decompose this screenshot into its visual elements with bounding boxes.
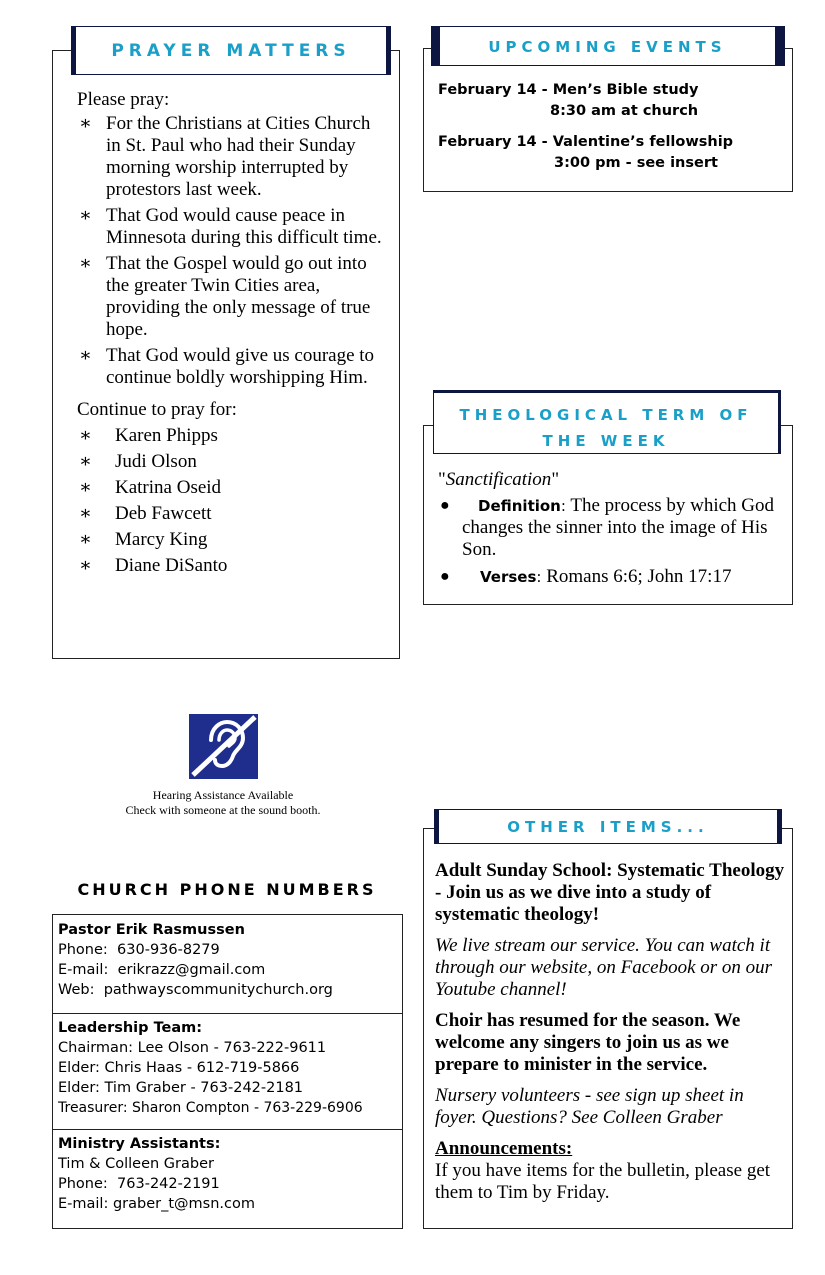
pastor-name: Pastor Erik Rasmussen xyxy=(58,922,245,938)
prayer-name: ∗ Diane DiSanto xyxy=(79,555,228,576)
hearing-assistance xyxy=(92,714,354,818)
definition-row: ● Definition: The process by which God changes the sinner into the image of His Son. xyxy=(440,495,775,560)
hearing-assistance-icon xyxy=(189,714,258,779)
upcoming-events-panel xyxy=(423,48,793,192)
announcements-text: If you have items for the bulletin, please get them to Tim by Friday. xyxy=(435,1160,771,1203)
theological-term-title: THEOLOGICAL TERM OF THE WEEK xyxy=(433,390,781,454)
ministry-heading: Ministry Assistants: xyxy=(58,1136,221,1152)
definition-label: Definition xyxy=(478,497,561,515)
announcements-heading: Announcements: xyxy=(435,1138,573,1159)
event-item: February 14 - Valentine’s fellowship 3:00 pm - see insert xyxy=(438,134,734,171)
choir-notice: Choir has resumed for the season. We welcome any singers to join us as we prepare to minister in the service. xyxy=(435,1010,741,1075)
event-item: February 14 - Men’s Bible study 8:30 am at church xyxy=(438,82,699,119)
ministry-section xyxy=(53,1130,402,1214)
prayer-item: ∗ That the Gospel would go out into the greater Twin Cities area, providing the only message of true hope. xyxy=(79,253,371,340)
continue-label: Continue to pray for: xyxy=(77,399,237,420)
definition-text: The process by which God changes the sinner into the image of His Son. xyxy=(462,495,775,560)
leadership-line: Elder: Chris Haas - 612-719-5866 xyxy=(58,1060,300,1076)
prayer-name: ∗ Katrina Oseid xyxy=(79,477,222,498)
leadership-section xyxy=(53,1014,402,1130)
pastor-web-line: Web: pathwayscommunitychurch.org xyxy=(58,982,333,998)
prayer-names-list xyxy=(77,425,387,577)
pastor-email: erikrazz@gmail.com xyxy=(117,962,266,978)
leadership-line: Treasurer: Sharon Compton - 763-229-6906 xyxy=(58,1100,363,1116)
prayer-item: ∗ That God would cause peace in Minnesota during this difficult time. xyxy=(79,205,382,248)
prayer-name: ∗ Judi Olson xyxy=(79,451,197,472)
ministry-email: graber_t@msn.com xyxy=(112,1196,255,1212)
pastor-phone: 630-936-8279 xyxy=(117,942,220,958)
verses-text: Romans 6:6; John 17:17 xyxy=(546,566,732,587)
prayer-item: ∗ That God would give us courage to continue boldly worshipping Him. xyxy=(79,345,375,388)
verses-label: Verses xyxy=(480,568,537,586)
prayer-name: ∗ Karen Phipps xyxy=(79,425,218,446)
prayer-matters-title: PRAYER MATTERS xyxy=(71,26,391,75)
term-line: "Sanctification" xyxy=(438,469,560,490)
leadership-heading: Leadership Team: xyxy=(58,1020,203,1036)
phone-numbers-panel xyxy=(52,914,403,1229)
pastor-email-line: E-mail: erikrazz@gmail.com xyxy=(58,962,266,978)
phone-numbers-title: CHURCH PHONE NUMBERS xyxy=(77,880,377,899)
leadership-line: Chairman: Lee Olson - 763-222-9611 xyxy=(58,1040,327,1056)
nursery-notice: Nursery volunteers - see sign up sheet in foyer. Questions? See Colleen Graber xyxy=(435,1085,744,1128)
pastor-phone-line: Phone: 630-936-8279 xyxy=(58,942,220,958)
ministry-phone-line: Phone: 763-242-2191 xyxy=(58,1176,220,1192)
prayer-name: ∗ Deb Fawcett xyxy=(79,503,212,524)
upcoming-events-title: UPCOMING EVENTS xyxy=(431,26,785,66)
other-items-panel xyxy=(423,828,793,1229)
term-word: Sanctification xyxy=(445,469,552,490)
other-items-title: OTHER ITEMS... xyxy=(434,809,782,844)
pastor-section xyxy=(53,915,402,1014)
prayer-intro: Please pray: xyxy=(77,89,170,110)
verses-row: ● Verses: Romans 6:6; John 17:17 xyxy=(440,566,732,587)
hearing-line2: Check with someone at the sound booth. xyxy=(125,803,321,817)
livestream-notice: We live stream our service. You can watch it through our website, on Facebook or on our Youtube channel! xyxy=(435,935,773,1000)
leadership-line: Elder: Tim Graber - 763-242-2181 xyxy=(58,1080,304,1096)
prayer-matters-panel xyxy=(52,50,400,659)
ministry-email-line: E-mail: graber_t@msn.com xyxy=(58,1196,255,1212)
ministry-phone: 763-242-2191 xyxy=(117,1176,220,1192)
ministry-names: Tim & Colleen Graber xyxy=(58,1156,214,1172)
hearing-line1: Hearing Assistance Available xyxy=(152,788,294,802)
sunday-school-notice: Adult Sunday School: Systematic Theology - Join us as we dive into a study of systematic theology! xyxy=(435,860,785,925)
prayer-name: ∗ Marcy King xyxy=(79,529,208,550)
prayer-item: ∗ For the Christians at Cities Church in St. Paul who had their Sunday morning worship interrupted by protestors last week. xyxy=(79,113,371,200)
pastor-web: pathwayscommunitychurch.org xyxy=(103,982,333,998)
prayer-list xyxy=(77,113,387,389)
